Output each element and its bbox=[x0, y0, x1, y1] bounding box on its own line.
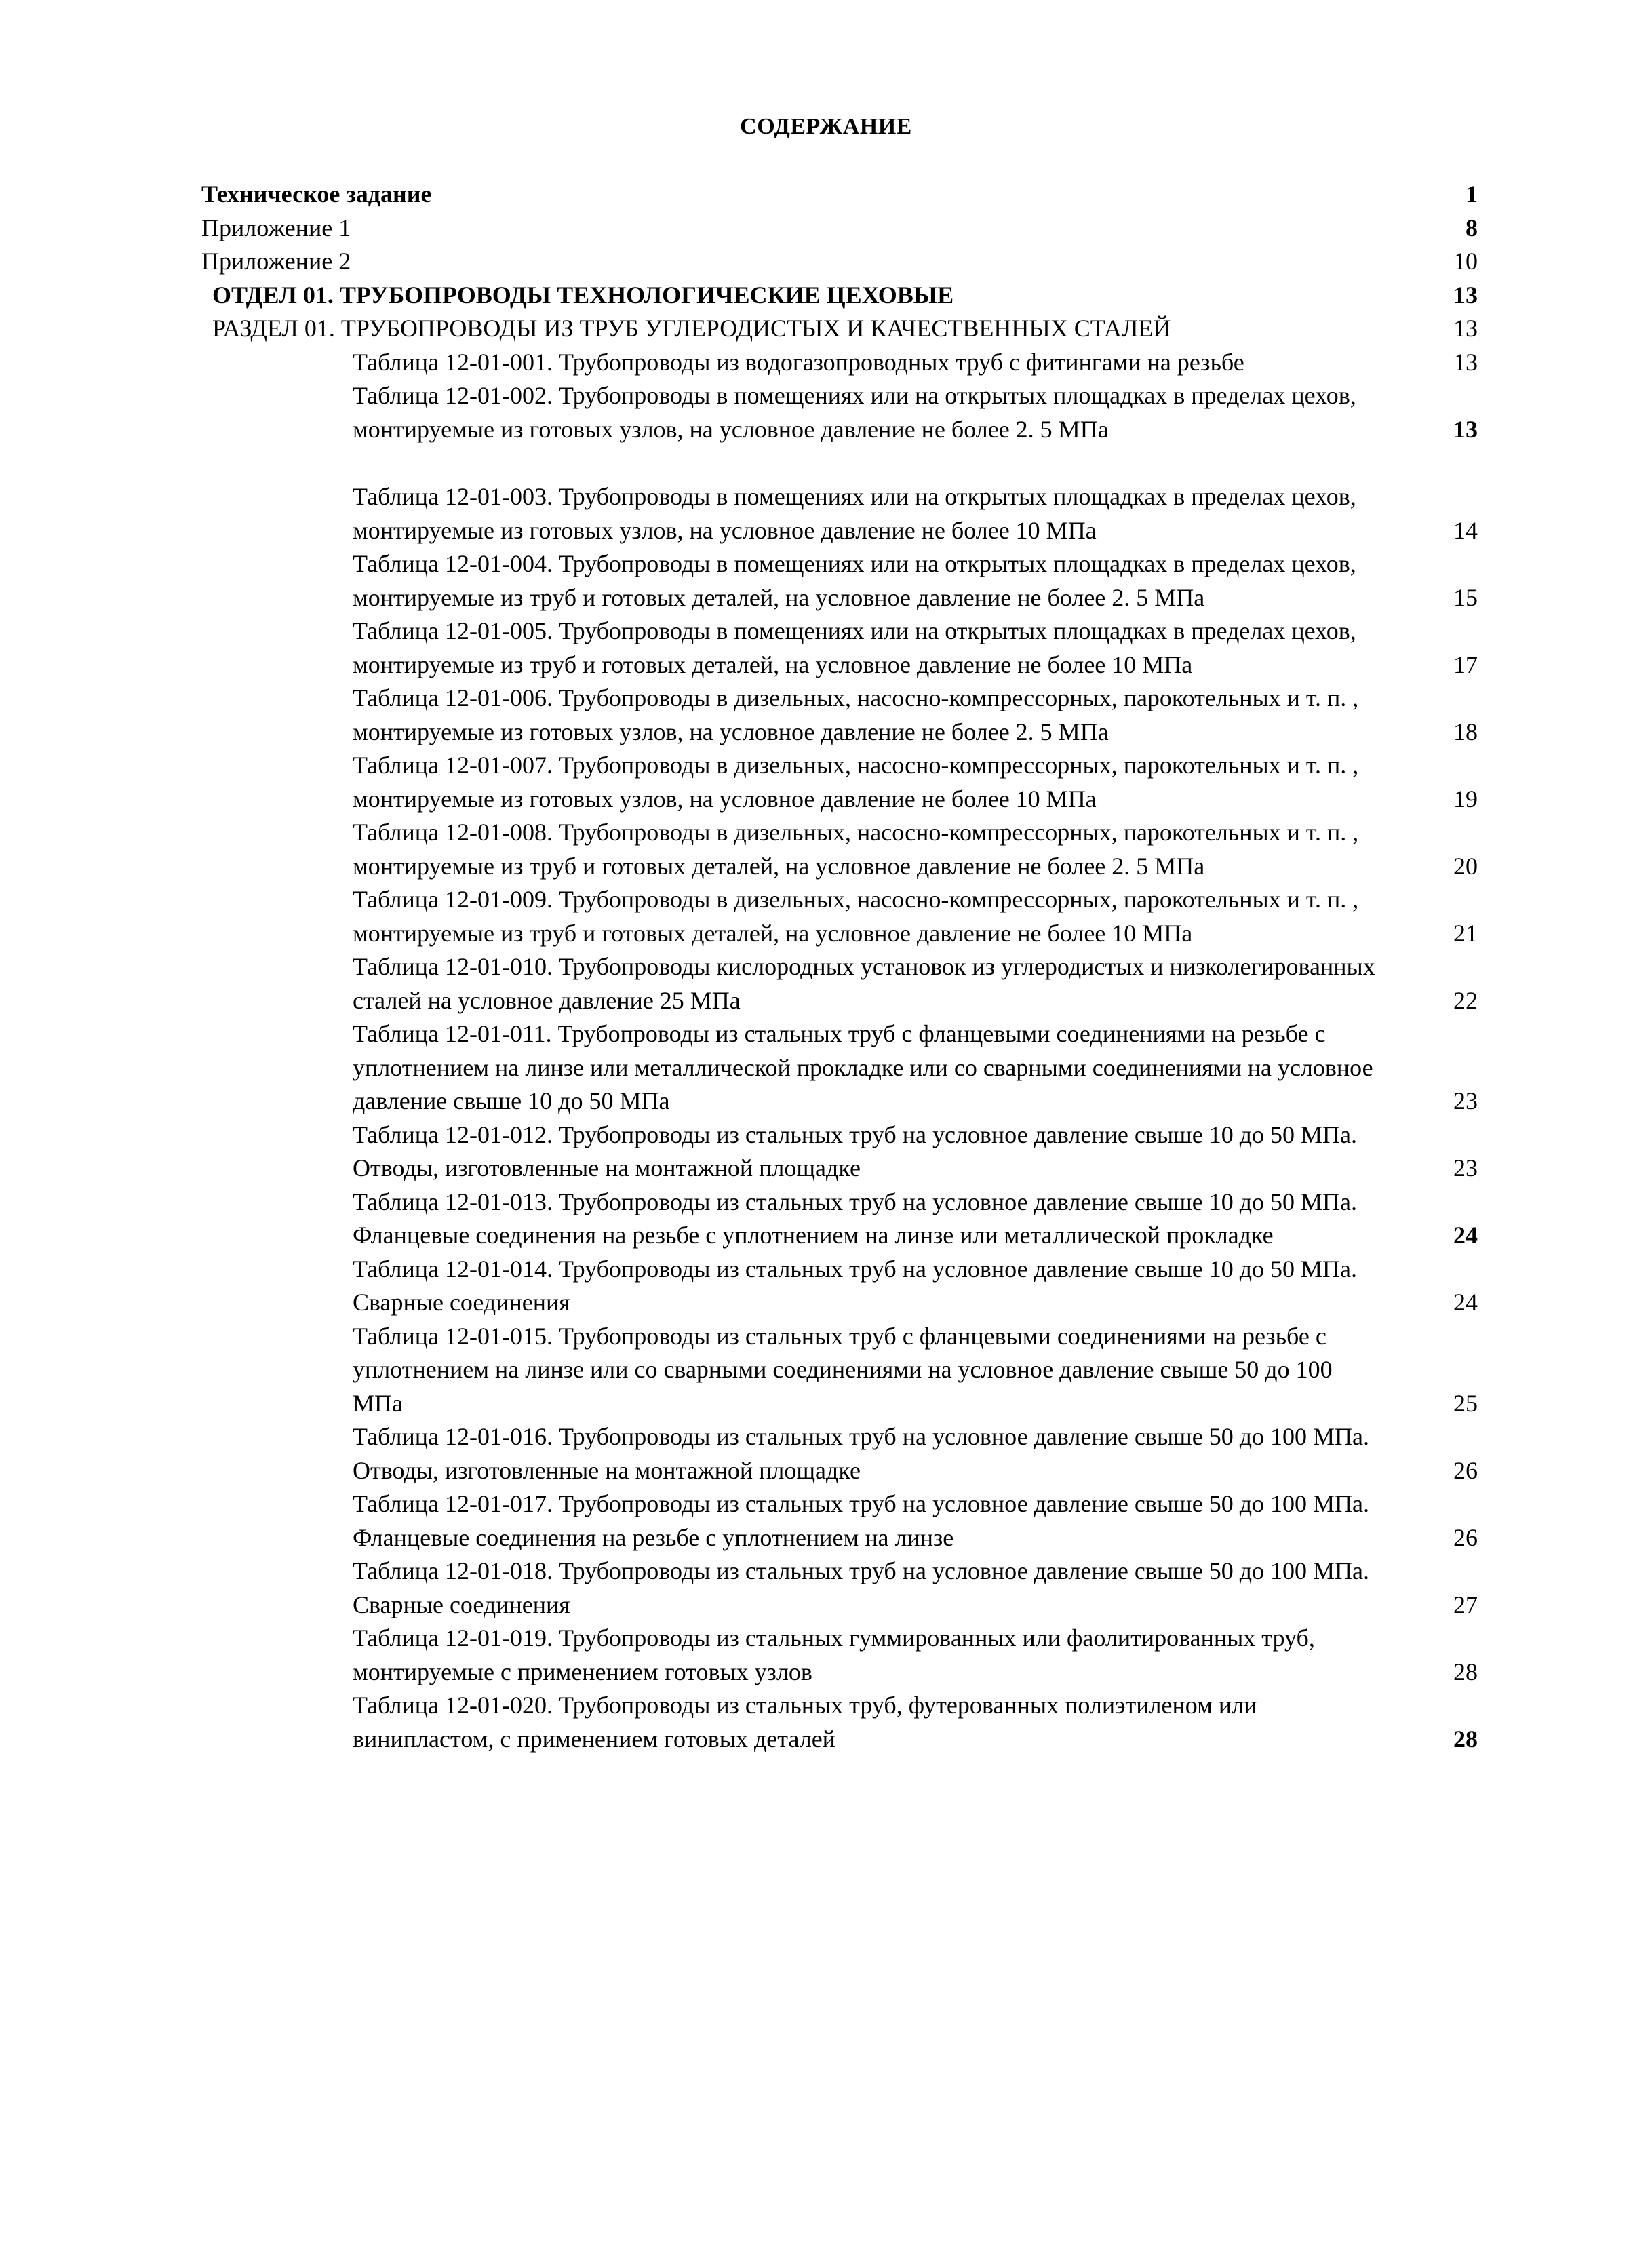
toc-entry-table-018[interactable] bbox=[0, 1555, 1652, 1622]
toc-entry-division-01[interactable] bbox=[0, 279, 1652, 313]
page-title: СОДЕРЖАНИЕ bbox=[740, 114, 912, 139]
toc-entry-appendix-2[interactable] bbox=[0, 245, 1652, 279]
toc-entry-label: Таблица 12-01-017. Трубопроводы из стальных труб на условное давление свыше 50 до 100 МПа. Фланцевые соединения на резьбе с уплотнением на линзе bbox=[353, 1490, 1370, 1551]
toc-entry-table-014[interactable] bbox=[0, 1253, 1652, 1320]
toc-entry-label: Техническое задание bbox=[201, 180, 432, 208]
toc-entry-label: Приложение 2 bbox=[201, 248, 351, 275]
toc-entry-label: Таблица 12-01-020. Трубопроводы из стальных труб, футерованных полиэтиленом или винипластом, с применением готовых деталей bbox=[353, 1692, 1257, 1753]
toc-entry-table-015[interactable] bbox=[0, 1320, 1652, 1421]
toc-entry-table-003[interactable] bbox=[0, 480, 1652, 547]
toc-entry-table-010[interactable] bbox=[0, 950, 1652, 1017]
table-of-contents bbox=[0, 178, 1652, 1756]
toc-page-number: 8 bbox=[1466, 214, 1478, 241]
toc-page-number: 13 bbox=[1453, 415, 1478, 443]
toc-spacer bbox=[0, 446, 1652, 480]
toc-page-number: 27 bbox=[1453, 1590, 1478, 1618]
toc-entry-label: Таблица 12-01-007. Трубопроводы в дизельных, насосно-компрессорных, парокотельных и т. п. , монтируемые из готовых узлов, на условное давление не более 10 МПа bbox=[353, 752, 1359, 813]
toc-page-number: 26 bbox=[1453, 1523, 1478, 1551]
toc-entry-table-013[interactable] bbox=[0, 1186, 1652, 1253]
toc-page-number: 24 bbox=[1453, 1289, 1478, 1316]
toc-entry-appendix-1[interactable] bbox=[0, 212, 1652, 246]
toc-page-number: 1 bbox=[1466, 180, 1478, 208]
toc-entry-table-001[interactable] bbox=[0, 346, 1652, 380]
toc-entry-section-01[interactable] bbox=[0, 312, 1652, 346]
toc-entry-table-016[interactable] bbox=[0, 1420, 1652, 1487]
toc-page-number: 13 bbox=[1453, 315, 1478, 342]
toc-page-number: 20 bbox=[1453, 852, 1478, 880]
toc-entry-table-002[interactable] bbox=[0, 379, 1652, 446]
toc-page-number: 24 bbox=[1453, 1222, 1478, 1249]
toc-page-number: 26 bbox=[1453, 1456, 1478, 1484]
toc-entry-label: Таблица 12-01-002. Трубопроводы в помещениях или на открытых площадках в пределах цехов, монтируемые из готовых узлов, на условное давление не более 2. 5 МПа bbox=[353, 382, 1356, 443]
toc-entry-label: Таблица 12-01-019. Трубопроводы из стальных гуммированных или фаолитированных труб, монтируемые с применением готовых узлов bbox=[353, 1624, 1315, 1685]
toc-page-number: 23 bbox=[1453, 1087, 1478, 1114]
toc-entry-label: Таблица 12-01-014. Трубопроводы из стальных труб на условное давление свыше 10 до 50 МПа. Сварные соединения bbox=[353, 1255, 1358, 1316]
toc-entry-label: Таблица 12-01-015. Трубопроводы из стальных труб с фланцевыми соединениями на резьбе с уплотнением на линзе или со сварными соединениями на условное давление свыше 50 до 100 МПа bbox=[353, 1322, 1333, 1417]
toc-page-number: 21 bbox=[1453, 919, 1478, 947]
toc-entry-label: ОТДЕЛ 01. ТРУБОПРОВОДЫ ТЕХНОЛОГИЧЕСКИЕ ЦЕХОВЫЕ bbox=[212, 281, 954, 309]
toc-entry-label: Таблица 12-01-011. Трубопроводы из стальных труб с фланцевыми соединениями на резьбе с уплотнением на линзе или металлической прокладке или со сварными соединениями на условное давление свыше 10 до 50 МПа bbox=[353, 1020, 1373, 1114]
toc-entry-label: Таблица 12-01-004. Трубопроводы в помещениях или на открытых площадках в пределах цехов, монтируемые из труб и готовых деталей, на условное давление не более 2. 5 МПа bbox=[353, 550, 1356, 611]
toc-entry-table-009[interactable] bbox=[0, 883, 1652, 950]
toc-entry-table-004[interactable] bbox=[0, 547, 1652, 614]
toc-entry-table-008[interactable] bbox=[0, 816, 1652, 883]
toc-page-number: 19 bbox=[1453, 785, 1478, 813]
toc-entry-label: Таблица 12-01-001. Трубопроводы из водогазопроводных труб с фитингами на резьбе bbox=[353, 348, 1244, 376]
toc-entry-label: Таблица 12-01-006. Трубопроводы в дизельных, насосно-компрессорных, парокотельных и т. п. , монтируемые из готовых узлов, на условное давление не более 2. 5 МПа bbox=[353, 684, 1359, 745]
toc-page-number: 13 bbox=[1453, 281, 1478, 309]
toc-entry-label: Таблица 12-01-008. Трубопроводы в дизельных, насосно-компрессорных, парокотельных и т. п. , монтируемые из труб и готовых деталей, на условное давление не более 2. 5 МПа bbox=[353, 819, 1359, 880]
toc-entry-table-007[interactable] bbox=[0, 749, 1652, 816]
toc-page-number: 25 bbox=[1453, 1389, 1478, 1417]
toc-entry-table-020[interactable] bbox=[0, 1689, 1652, 1756]
toc-entry-label: Таблица 12-01-016. Трубопроводы из стальных труб на условное давление свыше 50 до 100 МПа. Отводы, изготовленные на монтажной площадке bbox=[353, 1423, 1370, 1484]
toc-entry-label: РАЗДЕЛ 01. ТРУБОПРОВОДЫ ИЗ ТРУБ УГЛЕРОДИСТЫХ И КАЧЕСТВЕННЫХ СТАЛЕЙ bbox=[212, 315, 1171, 342]
toc-entry-label: Приложение 1 bbox=[201, 214, 351, 241]
toc-entry-label: Таблица 12-01-012. Трубопроводы из стальных труб на условное давление свыше 10 до 50 МПа. Отводы, изготовленные на монтажной площадке bbox=[353, 1120, 1358, 1182]
toc-page-number: 28 bbox=[1453, 1725, 1478, 1753]
toc-page-number: 15 bbox=[1453, 583, 1478, 611]
toc-entry-label: Таблица 12-01-010. Трубопроводы кислородных установок из углеродистых и низколегированных сталей на условное давление 25 МПа bbox=[353, 953, 1375, 1014]
toc-page-number: 13 bbox=[1453, 348, 1478, 376]
toc-entry-label: Таблица 12-01-003. Трубопроводы в помещениях или на открытых площадках в пределах цехов, монтируемые из готовых узлов, на условное давление не более 10 МПа bbox=[353, 483, 1356, 544]
toc-entry-label: Таблица 12-01-005. Трубопроводы в помещениях или на открытых площадках в пределах цехов, монтируемые из труб и готовых деталей, на условное давление не более 10 МПа bbox=[353, 617, 1356, 678]
toc-entry-label: Таблица 12-01-009. Трубопроводы в дизельных, насосно-компрессорных, парокотельных и т. п. , монтируемые из труб и готовых деталей, на условное давление не более 10 МПа bbox=[353, 886, 1359, 947]
toc-page-number: 18 bbox=[1453, 718, 1478, 745]
toc-page-number: 23 bbox=[1453, 1154, 1478, 1182]
toc-entry-table-011[interactable] bbox=[0, 1017, 1652, 1118]
toc-entry-label: Таблица 12-01-018. Трубопроводы из стальных труб на условное давление свыше 50 до 100 МПа. Сварные соединения bbox=[353, 1557, 1370, 1618]
toc-page-number: 17 bbox=[1453, 650, 1478, 678]
toc-page-number: 28 bbox=[1453, 1658, 1478, 1685]
toc-entry-technical-task[interactable] bbox=[0, 178, 1652, 212]
toc-entry-table-017[interactable] bbox=[0, 1487, 1652, 1555]
toc-entry-label: Таблица 12-01-013. Трубопроводы из стальных труб на условное давление свыше 10 до 50 МПа. Фланцевые соединения на резьбе с уплотнением на линзе или металлической прокладке bbox=[353, 1188, 1358, 1249]
toc-entry-table-012[interactable] bbox=[0, 1118, 1652, 1186]
toc-page-number: 10 bbox=[1453, 248, 1478, 275]
toc-entry-table-005[interactable] bbox=[0, 614, 1652, 682]
toc-page-number: 14 bbox=[1453, 516, 1478, 544]
toc-entry-table-006[interactable] bbox=[0, 682, 1652, 749]
toc-entry-table-019[interactable] bbox=[0, 1622, 1652, 1689]
toc-page-number: 22 bbox=[1453, 986, 1478, 1014]
